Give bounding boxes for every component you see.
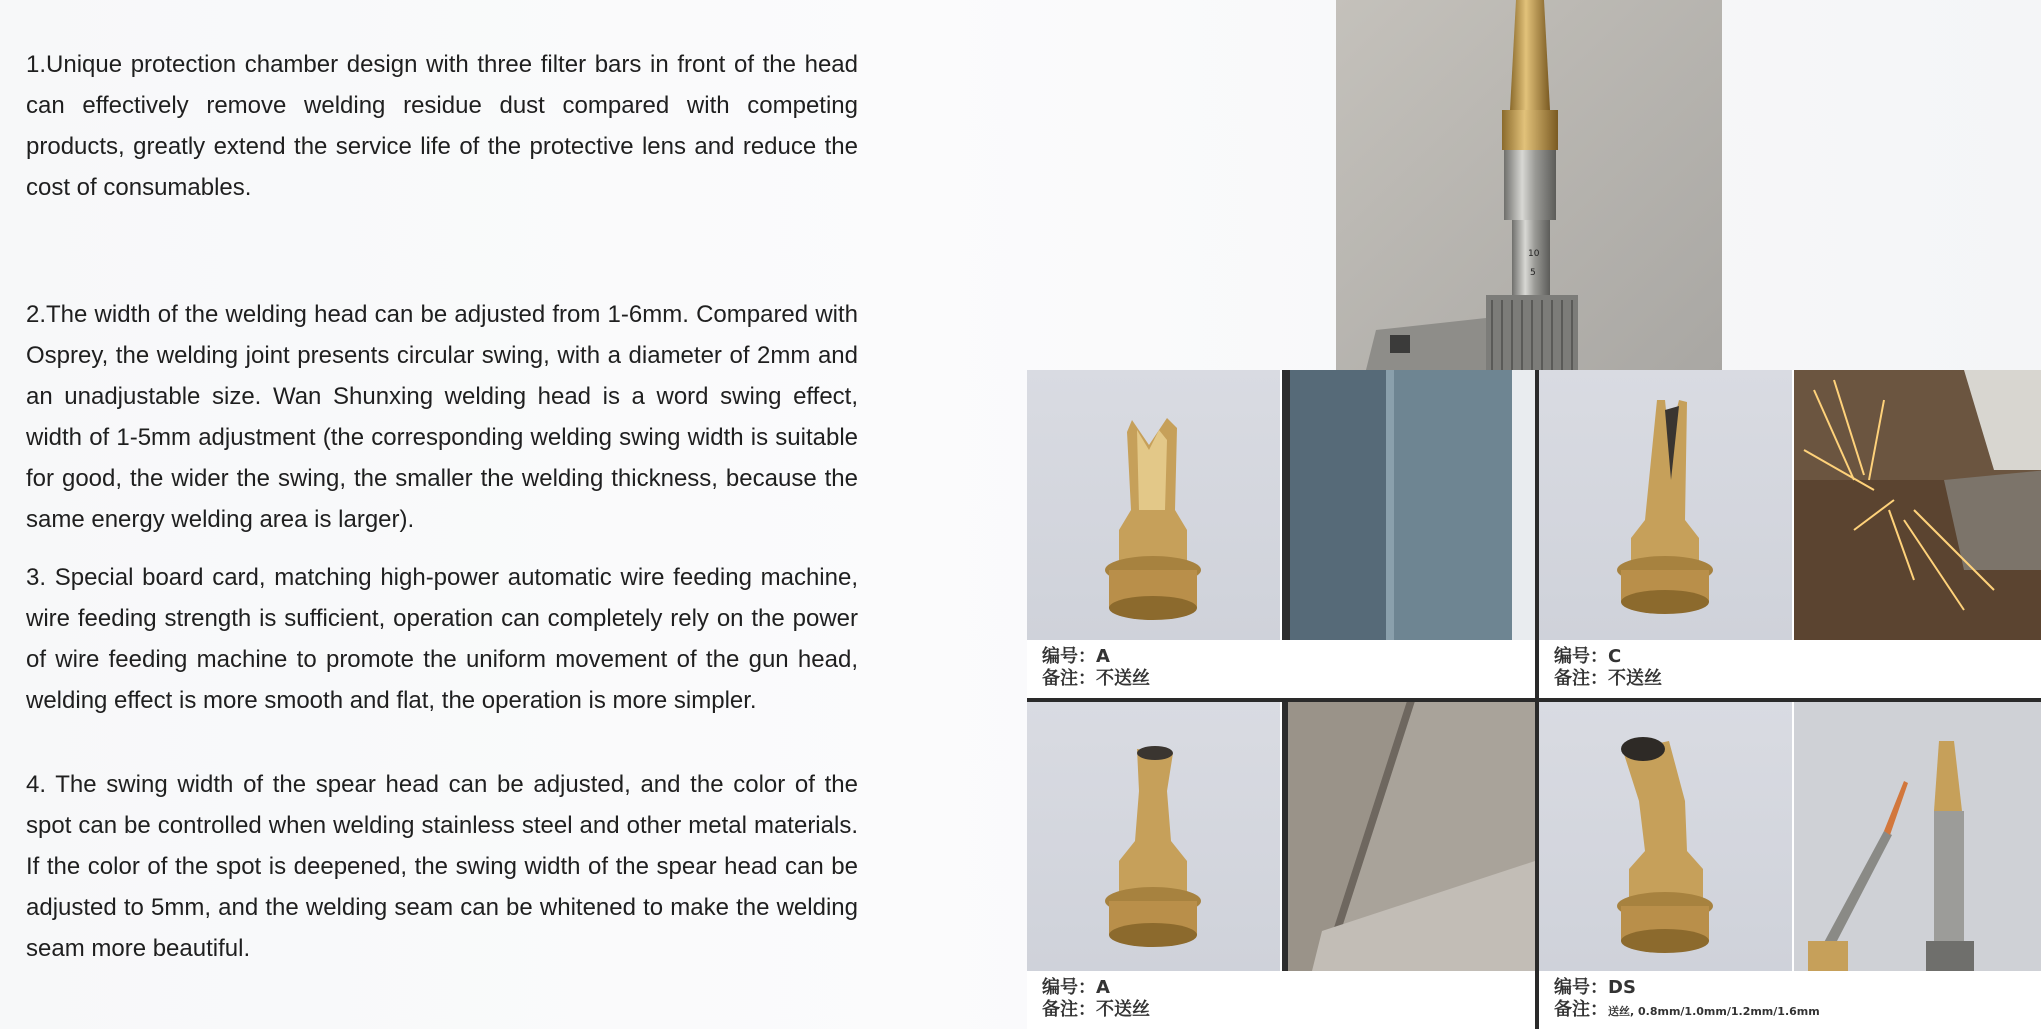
weld-seam-photo xyxy=(1282,701,1535,971)
nozzle-label xyxy=(1042,646,1150,690)
nozzle-grid xyxy=(1027,370,2041,1029)
scale-mark-10: 10 xyxy=(1528,249,1540,259)
nozzle-card-a-bottom xyxy=(1027,701,1535,1029)
nozzle-label xyxy=(1554,977,1820,1023)
feature-paragraph-3: 3. Special board card, matching high-power automatic wire feeding machine, wire feeding strength is sufficient, operation can completely rely on the power of wire feeding machine to promote the uniform movement of the gun head, welding effect is more smooth and flat, the operation is more simpler. xyxy=(26,564,858,714)
nozzle-label xyxy=(1042,977,1150,1021)
nozzle-note: 备注：不送丝 xyxy=(1554,668,1662,689)
nozzle-note xyxy=(1554,999,1820,1023)
wire-size-list: 送丝, 0.8mm/1.0mm/1.2mm/1.6mm xyxy=(1608,1005,1820,1018)
nozzle-note: 备注：不送丝 xyxy=(1042,668,1150,689)
nozzle-code: 编号：A xyxy=(1042,646,1110,667)
feature-paragraph-1: 1.Unique protection chamber design with three filter bars in front of the head can effectively remove welding residue dust compared with competing products, greatly extend the service life of the protective lens and reduce the cost of consumables. xyxy=(26,51,858,201)
nozzle-code: 编号：DS xyxy=(1554,977,1636,998)
wire-feed-head-photo xyxy=(1794,701,2041,971)
nozzle-note-label: 备注： xyxy=(1554,999,1608,1020)
nozzle-note: 备注：不送丝 xyxy=(1042,999,1150,1020)
nozzle-photo xyxy=(1027,370,1280,640)
weld-seam-photo xyxy=(1282,370,1535,640)
scale-mark-5: 5 xyxy=(1530,268,1536,278)
welding-sparks-photo xyxy=(1794,370,2041,640)
feature-paragraph-2: 2.The width of the welding head can be adjusted from 1-6mm. Compared with Osprey, the welding joint presents circular swing, with a diameter of 2mm and an unadjustable size. Wan Shunxing welding head is a word swing effect, width of 1-5mm adjustment (the corresponding welding swing width is suitable for good, the wider the swing, the smaller the welding thickness, because the same energy welding area is larger). xyxy=(26,301,858,533)
grid-divider-horizontal xyxy=(1027,698,2041,702)
description-text xyxy=(26,44,858,962)
nozzle-card-a-top xyxy=(1027,370,1535,698)
nozzle-code: 编号：C xyxy=(1554,646,1622,667)
nozzle-code: 编号：A xyxy=(1042,977,1110,998)
feature-paragraph-4: 4. The swing width of the spear head can be adjusted, and the color of the spot can be controlled when welding stainless steel and other metal materials. If the color of the spot is deepened, the swing width of the spear head can be adjusted to 5mm, and the welding seam can be whitened to make the welding seam more beautiful. xyxy=(26,771,858,962)
nozzle-card-ds xyxy=(1539,701,2041,1029)
nozzle-label xyxy=(1554,646,1662,690)
nozzle-card-c xyxy=(1539,370,2041,698)
nozzle-photo xyxy=(1027,701,1280,971)
nozzle-photo xyxy=(1539,370,1792,640)
welding-head-photo xyxy=(1336,0,1722,370)
nozzle-photo xyxy=(1539,701,1792,971)
